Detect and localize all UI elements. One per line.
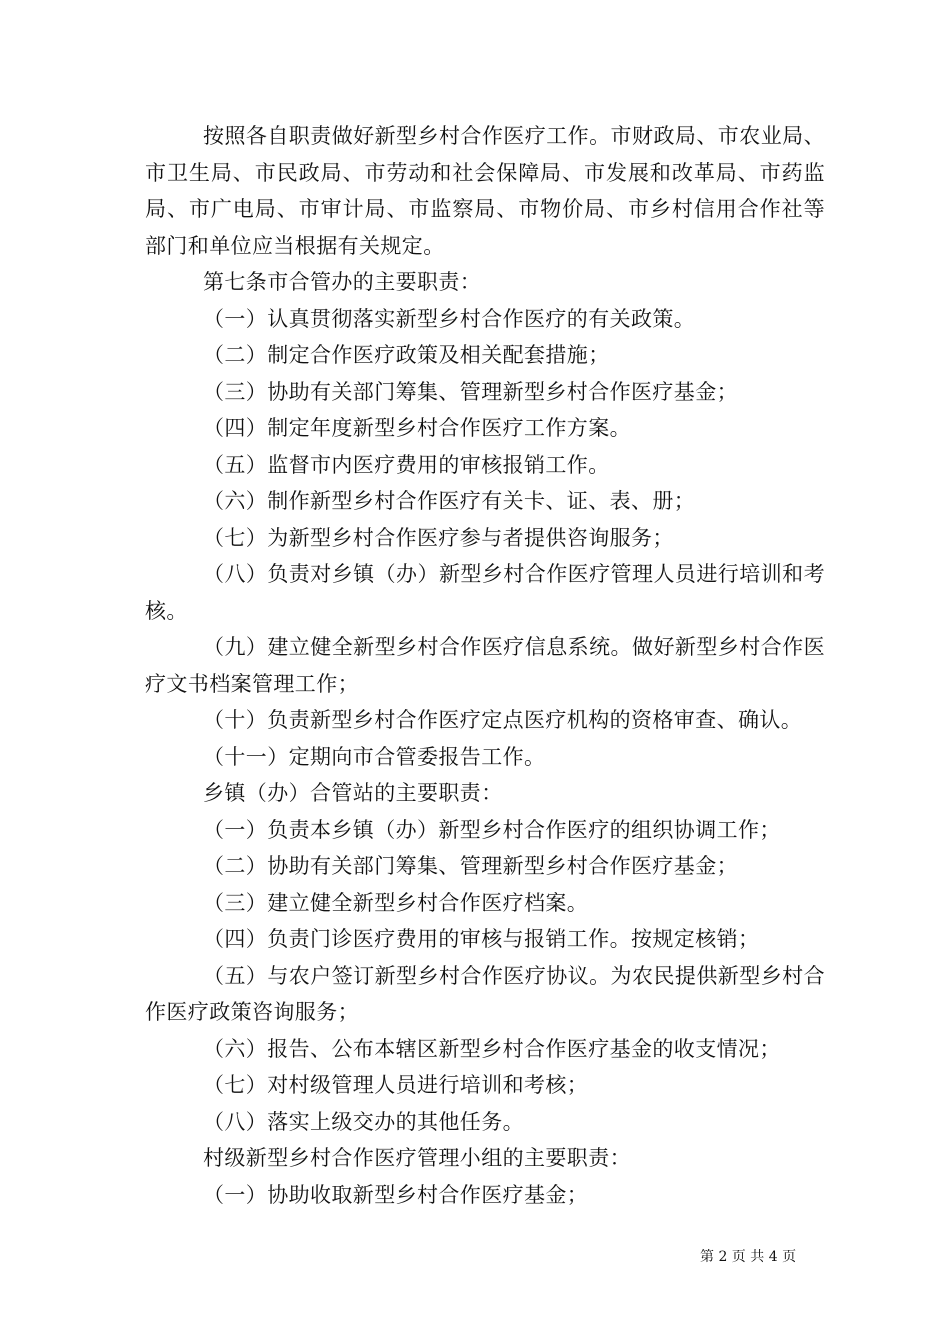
paragraph: 按照各自职责做好新型乡村合作医疗工作。市财政局、市农业局、市卫生局、市民政局、市劳动和社会保障局、市发展和改革局、市药监局、市广电局、市审计局、市监察局、市物价局、市乡村信用合作社等部门和单位应当根据有关规定。 [145, 124, 825, 258]
list-item: （六）制作新型乡村合作医疗有关卡、证、表、册； [203, 489, 696, 513]
list-item: （一）负责本乡镇（办）新型乡村合作医疗的组织协调工作； [203, 817, 781, 842]
list-item: （一）协助收取新型乡村合作医疗基金； [203, 1182, 589, 1207]
list-item: （三）建立健全新型乡村合作医疗档案。 [203, 890, 589, 915]
list-item: （二）协助有关部门筹集、管理新型乡村合作医疗基金； [203, 854, 738, 878]
list-item: （二）制定合作医疗政策及相关配套措施； [203, 343, 610, 367]
list-item: （七）为新型乡村合作医疗参与者提供咨询服务； [203, 525, 674, 550]
section-heading: 村级新型乡村合作医疗管理小组的主要职责： [203, 1146, 631, 1170]
list-item: （九）建立健全新型乡村合作医疗信息系统。做好新型乡村合作医疗文书档案管理工作； [145, 635, 825, 696]
list-item: （四）负责门诊医疗费用的审核与报销工作。按规定核销； [203, 927, 760, 951]
list-item: （十一）定期向市合管委报告工作。 [203, 744, 546, 769]
list-item: （八）落实上级交办的其他任务。 [203, 1109, 524, 1134]
article-heading: 第七条市合管办的主要职责： [203, 270, 482, 294]
list-item: （五）与农户签订新型乡村合作医疗协议。为农民提供新型乡村合作医疗政策咨询服务； [145, 963, 825, 1024]
list-item: （一）认真贯彻落实新型乡村合作医疗的有关政策。 [203, 306, 696, 331]
document-body [145, 118, 825, 1213]
list-item: （十）负责新型乡村合作医疗定点医疗机构的资格审查、确认。 [203, 708, 803, 732]
list-item: （四）制定年度新型乡村合作医疗工作方案。 [203, 416, 631, 440]
list-item: （六）报告、公布本辖区新型乡村合作医疗基金的收支情况； [203, 1036, 781, 1061]
page-number: 第 2 页 共 4 页 [700, 1249, 797, 1265]
list-item: （八）负责对乡镇（办）新型乡村合作医疗管理人员进行培训和考核。 [145, 562, 825, 623]
list-item: （七）对村级管理人员进行培训和考核； [203, 1073, 589, 1097]
list-item: （五）监督市内医疗费用的审核报销工作。 [203, 452, 610, 477]
list-item: （三）协助有关部门筹集、管理新型乡村合作医疗基金； [203, 379, 738, 404]
section-heading: 乡镇（办）合管站的主要职责： [203, 781, 503, 805]
